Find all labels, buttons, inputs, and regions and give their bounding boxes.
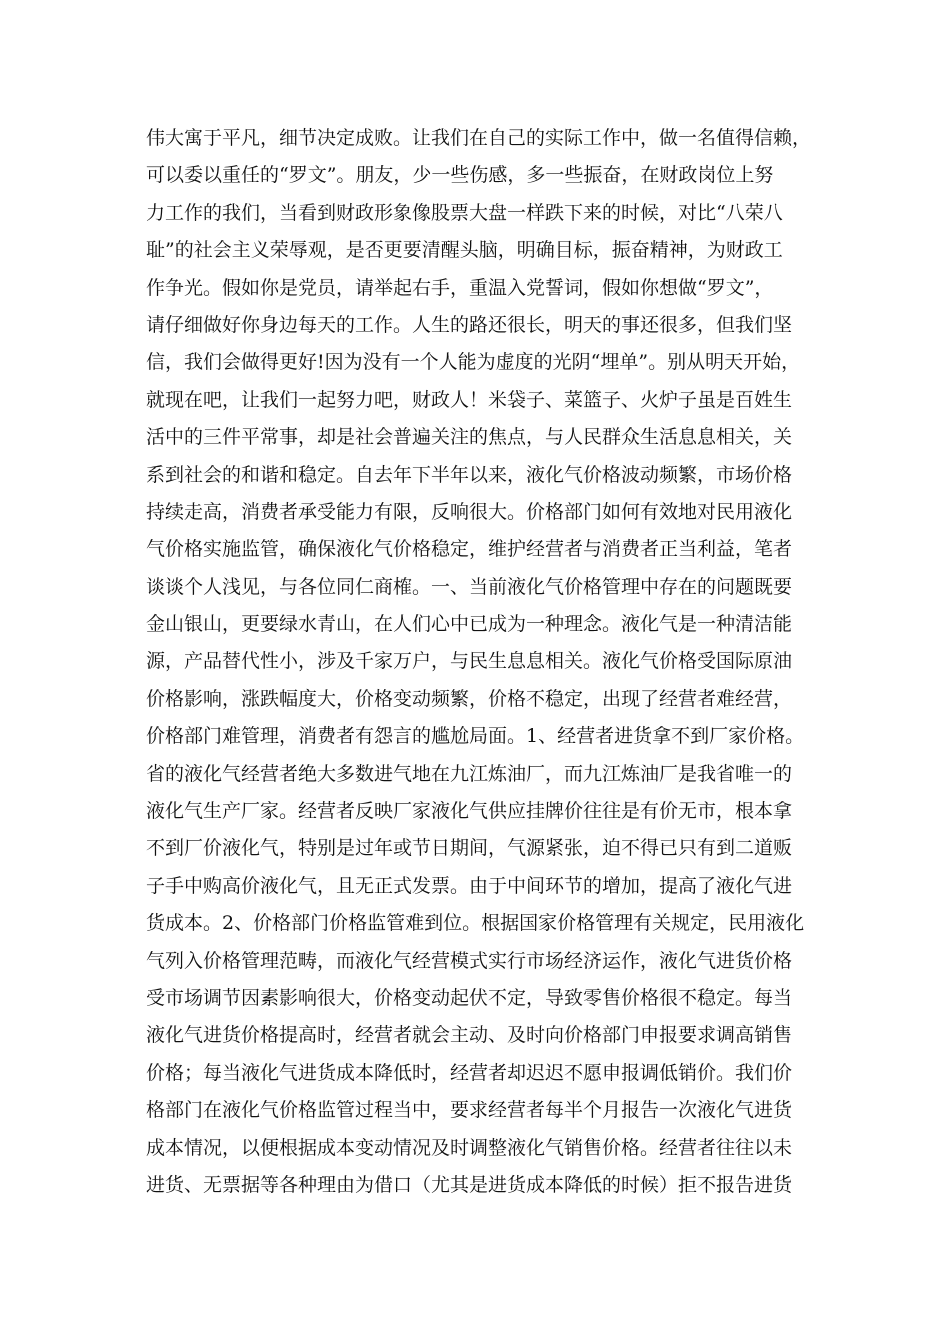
text-line: 耻”的社会主义荣辱观，是否更要清醒头脑，明确目标，振奋精神，为财政工 <box>146 239 783 262</box>
text-line: 力工作的我们，当看到财政形象像股票大盘一样跌下来的时候，对比“八荣八 <box>146 201 783 224</box>
text-line: 气价格实施监管，确保液化气价格稳定，维护经营者与消费者正当利益，笔者 <box>146 538 793 561</box>
text-line: 源，产品替代性小，涉及千家万户，与民生息息相关。液化气价格受国际原油 <box>146 650 793 673</box>
text-line: 信，我们会做得更好!因为没有一个人能为虚度的光阴“埋单”。别从明天开始， <box>146 351 801 374</box>
text-line: 液化气生产厂家。经营者反映厂家液化气供应挂牌价往往是有价无市，根本拿 <box>146 800 793 823</box>
text-line: 货成本。2、价格部门价格监管难到位。根据国家价格管理有关规定，民用液化 <box>146 912 805 935</box>
text-line: 成本情况，以便根据成本变动情况及时调整液化气销售价格。经营者往往以未 <box>146 1136 793 1159</box>
text-line: 价格部门难管理，消费者有怨言的尴尬局面。1、经营者进货拿不到厂家价格。 <box>146 725 805 748</box>
text-line: 不到厂价液化气，特别是过年或节日期间，气源紧张，迫不得已只有到二道贩 <box>146 837 793 860</box>
text-line: 格部门在液化气价格监管过程当中，要求经营者每半个月报告一次液化气进货 <box>146 1099 793 1122</box>
text-line: 作争光。假如你是党员，请举起右手，重温入党誓词，假如你想做“罗文”， <box>146 276 774 299</box>
text-line: 进货、无票据等各种理由为借口（尤其是进货成本降低的时候）拒不报告进货 <box>146 1173 793 1196</box>
text-line: 请仔细做好你身边每天的工作。人生的路还很长，明天的事还很多，但我们坚 <box>146 313 793 336</box>
text-line: 液化气进货价格提高时，经营者就会主动、及时向价格部门申报要求调高销售 <box>146 1024 793 1047</box>
text-line: 子手中购高价液化气，且无正式发票。由于中间环节的增加，提高了液化气进 <box>146 874 793 897</box>
text-line: 系到社会的和谐和稳定。自去年下半年以来，液化气价格波动频繁，市场价格 <box>146 463 793 486</box>
text-line: 可以委以重任的“罗文”。朋友，少一些伤感，多一些振奋，在财政岗位上努 <box>146 164 774 187</box>
text-line: 价格影响，涨跌幅度大，价格变动频繁，价格不稳定，出现了经营者难经营， <box>146 687 793 710</box>
body-text <box>146 120 826 1204</box>
text-line: 伟大寓于平凡，细节决定成败。让我们在自己的实际工作中，做一名值得信赖， <box>146 127 812 149</box>
text-line: 就现在吧，让我们一起努力吧，财政人！米袋子、菜篮子、火炉子虽是百姓生 <box>146 388 793 411</box>
text-line: 受市场调节因素影响很大，价格变动起伏不定，导致零售价格很不稳定。每当 <box>146 986 793 1009</box>
text-line: 气列入价格管理范畴，而液化气经营模式实行市场经济运作，液化气进货价格 <box>146 949 793 972</box>
text-line: 价格；每当液化气进货成本降低时，经营者却迟迟不愿申报调低销价。我们价 <box>146 1061 793 1084</box>
text-line: 持续走高，消费者承受能力有限，反响很大。价格部门如何有效地对民用液化 <box>146 500 793 523</box>
text-line: 金山银山，更要绿水青山，在人们心中已成为一种理念。液化气是一种清洁能 <box>146 613 793 636</box>
text-line: 省的液化气经营者绝大多数进气地在九江炼油厂，而九江炼油厂是我省唯一的 <box>146 762 793 785</box>
text-line: 谈谈个人浅见，与各位同仁商榷。一、当前液化气价格管理中存在的问题既要 <box>146 575 793 598</box>
text-line: 活中的三件平常事，却是社会普遍关注的焦点，与人民群众生活息息相关，关 <box>146 426 793 449</box>
